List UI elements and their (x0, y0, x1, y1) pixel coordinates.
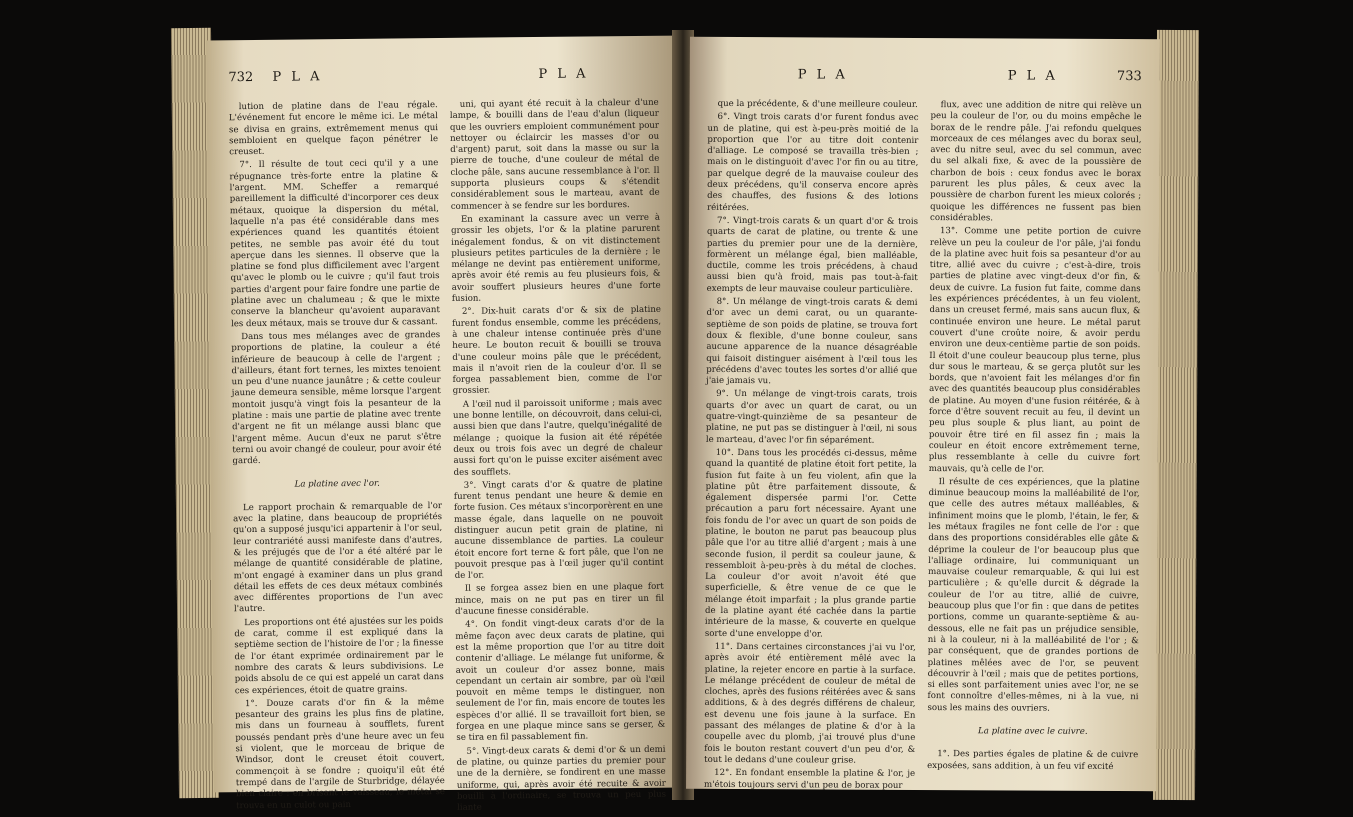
paragraph: uni, qui ayant été recuit à la chaleur d'une lampe, & bouilli dans de l'eau d'alun (liqueur que les ouvriers emploient communément pour nettoyer ou éclaircir les masses d'or ou d'argent) parut, soit dans la masse ou sur la pierre de touche, d'une couleur de métal de cloche pâle, sans aucune ressemblance à l'or. Il supporta plusieurs coups & s'étendit considérablement sous le marteau, avant de commencer à se fendre sur les bordures. (449, 97, 660, 212)
left-column-1 (228, 100, 446, 811)
paragraph: Le rapport prochain & remarquable de l'or avec la platine, dans beaucoup de propriétés qu'on a supposé jusqu'ici appartenir à l'or seul, leur contrariété aussi manifeste dans d'autres, & les préjugés que de l'or a été altéré par le mélange de quantité considérable de platine, m'ont engagé à examiner dans un plus grand détail les effets de ces deux métaux combinés avec différentes proportions de l'un avec l'autre. (233, 500, 443, 615)
paragraph: 3°. Vingt carats d'or & quatre de platine furent tenus pendant une heure & demie en forte fusion. Ces métaux s'incorporèrent en une masse égale, dans laquelle on ne pouvoit distinguer aucun petit grain de platine, ni aucune dissemblance de parties. La couleur étoit encore fort terne & fort pâle, que l'on ne pouvoit presque pas à l'œil juger qu'il contint de l'or. (453, 478, 664, 582)
paragraph: 7°. Il résulte de tout ceci qu'il y a une répugnance très-forte entre la platine & l'argent. MM. Scheffer a remarqué pareillement la difficulté d'incorporer ces deux métaux, quoique la dispersion du métal, laquelle n'a pas été considérable dans mes expériences quand les quantités étoient petites, ne semble pas avoir été du tout aperçue dans les siennes. Il observe que la platine se fond plus difficilement avec l'argent qu'avec le plomb ou le cuivre ; qu'il faut trois parties d'argent pour faire fondre une partie de platine avec un chalumeau ; & que le mixte conserve la blancheur qu'avoient auparavant les deux métaux, mais se trouve dur & cassant. (229, 158, 440, 329)
section-heading: La platine avec l'or. (294, 478, 380, 490)
left-running-head (228, 66, 658, 93)
paragraph: flux, avec une addition de nitre qui relève un peu la couleur de l'or, ou du moins empêche le borax de le rendre pâle. J'ai refondu quelques morceaux de ces mélanges avec du borax seul, avec du nitre seul, avec du sel commun, avec du sel alkali fixe, & avec de la poussière de charbon de bois : ceux fondus avec le borax parurent les plus pâles, & ceux avec la poussière de charbon furent les mieux colorés ; quoique les différences ne fussent pas bien considérables. (930, 100, 1142, 224)
paragraph: 6°. Vingt trois carats d'or furent fondus avec un de platine, qui est à-peu-près moitié de la proportion que l'or au titre doit contenir d'alliage. Le composé se travailla très-bien ; mais on le distinguoit d'avec l'or fin ou au titre, par quelque degré de la mauvaise couleur des deux précédens, qu'il conserva encore après des chauffes, des fusions & des lotions réitérées. (707, 112, 919, 213)
page-number: 732 (228, 69, 254, 86)
paragraph: lution de platine dans de l'eau régale. L'événement fut encore le même ici. Le métal se divisa en grains, extrêmement menus qui sembloient en quelque façon pénétrer le creuset. (228, 100, 439, 158)
running-title: P L A (538, 66, 589, 82)
paragraph: A l'œil nud il paroissoit uniforme ; mais avec une bonne lentille, on découvroit, dans celui-ci, aussi bien que dans l'autre, quelqu'inégalité de mélange ; quoique la fusion ait été répétée deux ou trois fois avec un degré de chaleur aussi fort qu'on le puisse exciter aisément avec des soufflets. (452, 397, 663, 478)
paragraph: 13°. Comme une petite portion de cuivre relève un peu la couleur de l'or pâle, j'ai fondu de la platine avec huit fois sa pesanteur d'or au titre, allié avec du cuivre ; c'est-à-dire, trois parties de platine avec vingt-deux d'or fin, & deux de cuivre. La fusion fut faite, comme dans les expériences précédentes, à un feu violent, dans un creuset fermé, mais sans aucun flux, & continuée environ une heure. Le métal parut couvert d'une croûte noire, & avoir perdu environ une deux-centième partie de son poids. Il étoit d'une couleur beaucoup plus terne, plus dur sous le marteau, & se gerça plutôt sur les bords, que n'avoient fait les mélanges d'or fin avec des quantités beaucoup plus considérables de platine. Au moyen d'une fusion réitérée, & à force d'être souvent recuit au feu, il devint un peu plus souple & plus liant, au point de pouvoir être tiré en fil assez fin ; mais la couleur en étoit encore extrêmement terne, plus ressemblante à celle du cuivre fort mauvais, qu'à celle de l'or. (928, 226, 1141, 475)
section-heading: La platine avec le cuivre. (978, 726, 1088, 737)
paragraph: 12°. En fondant ensemble la platine & l'or, je m'étois toujours servi d'un peu de borax pour (704, 768, 916, 791)
paragraph: 5°. Vingt-deux carats & demi d'or & un demi de platine, ou quinze parties du premier pour une de la dernière, se fondirent en une masse uniforme, qui, après avoir été recuite & avoir bouilli à l'ordinaire, se trouva un peu plus liante (456, 744, 667, 813)
running-title: P L A (1007, 68, 1058, 84)
paragraph: 9°. Un mélange de vingt-trois carats, trois quarts d'or avec un quart de carat, ou un quatre-vingt-quinzième de sa pesanteur de platine, ne put pas se distinguer à l'œil, ni sous le marteau, d'avec l'or fin séparément. (705, 389, 918, 446)
right-running-head (708, 67, 1142, 91)
paragraph: Les proportions ont été ajustées sur les poids de carat, comme il est expliqué dans la septième section de l'histoire de l'or ; la finesse de l'or étant exprimée ordinairement par le nombre des carats & leurs subdivisions. Le poids absolu de ce qui est appelé un carat dans ces expériences, étoit de quatre grains. (234, 615, 444, 696)
right-page (686, 37, 1160, 791)
left-page (206, 36, 682, 813)
left-column-2 (449, 97, 667, 813)
right-column-2 (927, 100, 1142, 791)
paragraph: 8°. Un mélange de vingt-trois carats & demi d'or avec un demi carat, ou un quarante-septième de son poids de platine, se trouva fort doux & flexible, d'une bonne couleur, sans aucune apparence de la nuance désagréable qui faisoit distinguer aisément à l'œil tous les précédens d'avec toutes les sortes d'or allié que j'aie jamais vu. (706, 296, 918, 387)
paragraph: que la précédente, & d'une meilleure couleur. (717, 98, 918, 110)
running-title: P L A (272, 69, 323, 85)
page-number: 733 (1116, 69, 1142, 85)
paragraph: Dans tous mes mélanges avec de grandes proportions de platine, la couleur a été inférieure de beaucoup à celle de l'argent ; d'ailleurs, étant fort ternes, les mixtes tenoient un peu d'une nuance jaunâtre ; & cette couleur jaune demeura sensible, même lorsque l'argent montoit jusqu'à vingt fois la pesanteur de la platine : mais une partie de platine avec trente d'argent ne fit un mélange aussi blanc que l'argent même. Aucun d'eux ne parut s'être terni ou avoir changé de couleur, pour avoir été gardé. (231, 329, 442, 467)
right-page-edges (1153, 30, 1199, 800)
right-column-1 (704, 99, 919, 790)
paragraph: En examinant la cassure avec un verre à grossir les objets, l'or & la platine parurent inégalement fondus, & on vit distinctement plusieurs petites particules de la dernière ; le mélange ne devint pas entièrement uniforme, après avoir été remis au feu plusieurs fois, & avoir souffert plusieurs heures d'une forte fusion. (451, 212, 661, 304)
running-title: P L A (797, 67, 848, 83)
paragraph: 1°. Douze carats d'or fin & la même pesanteur des grains les plus fins de platine, mis dans un fourneau à soufflets, furent poussés pendant près d'une heure avec un feu si violent, que le morceau de brique de Windsor, dont le creuset étoit couvert, commençoit à se fondre ; quoiqu'il eût été trempé dans de l'argile de Sturbridge, délayée bien claire : en brisant le vaisseau, le métal se trouva en un culot ou pain (235, 696, 446, 811)
paragraph: 2°. Dix-huit carats d'or & six de platine furent fondus ensemble, comme les précédens, à une chaleur intense continuée près d'une heure. Le bouton recuit & bouilli se trouva d'une couleur moins pâle que le précédent, mais il n'avoit rien de la couleur d'or. Il se forgea passablement bien, comme de l'or grossier. (452, 305, 662, 397)
paragraph: Il se forgea assez bien en une plaque fort mince, mais on ne put pas en tirer un fil d'aucune finesse considérable. (454, 582, 664, 617)
paragraph: 4°. On fondit vingt-deux carats d'or de la même façon avec deux carats de platine, qui est la même proportion que l'or au titre doit contenir d'alliage. Le mélange fut uniforme, & avoit un couleur d'or assez bonne, mais cependant un certain air sombre, par où l'œil pouvoit en même temps le distinguer, non seulement de l'or fin, mais encore de toutes les espèces d'or allié. Il se travailloit fort bien, se forgea en une plaque mince sans se gerser, & se tira en fil passablement fin. (455, 618, 666, 744)
paragraph: 7°. Vingt-trois carats & un quart d'or & trois quarts de carat de platine, ou trente & une parties du premier pour une de la dernière, formèrent un mélange égal, bien malléable, ductile, comme les trois précédens, à chaud aussi bien qu'à froid, mais pas tout-à-fait exempts de leur mauvaise couleur particulière. (706, 215, 919, 295)
paragraph: 11°. Dans certaines circonstances j'ai vu l'or, après avoir été entièrement mêlé avec la platine, la rejeter encore en partie à la surface. Le mélange précédent de couleur de métal de cloches, après des fusions réitérées avec & sans additions, & à des degrés différens de chaleur, est devenu une fois jaune à la surface. En passant des mélanges de platine & d'or à la coupelle avec du plomb, j'ai trouvé plus d'une fois le bouton restant couvert d'un peu d'or, & tout le dedans d'une couleur grise. (704, 641, 916, 766)
paragraph: 10°. Dans tous les procédés ci-dessus, même quand la quantité de platine étoit fort petite, la fusion fut faite à un feu violent, afin que la platine pût être parfaitement dissoute, & également dispersée parmi l'or. Cette précaution a paru fort nécessaire. Ayant une fois fondu de l'or avec un quart de son poids de platine, le bouton ne parut pas beaucoup plus pâle que l'or au titre allié d'argent ; mais à une seconde fusion, il perdit sa couleur jaune, & ressembloit à-peu-près à du métal de cloches. La couleur d'or avoit n'avoit été que superficielle, & être venue de ce que le mélange étoit imparfait ; la plus grande partie de la platine ayant été cachée dans la partie intérieure de la masse, & couverte en quelque sorte d'une enveloppe d'or. (704, 447, 917, 640)
paragraph: 1°. Des parties égales de platine & de cuivre exposées, sans addition, à un feu vif excité (927, 749, 1139, 772)
paragraph: Il résulte de ces expériences, que la platine diminue beaucoup moins la malléabilité de l'or, que celle des autres métaux malléables, & infiniment moins que le plomb, l'étain, le fer, & les métaux fragiles ne font celle de l'or : que dans des proportions considérables elle gâte & déprime la couleur de l'or beaucoup plus que l'alliage ordinaire, lui communiquant un mauvaise couleur remarquable, & qui lui est particulière ; & qu'elle durcit & dégrade la couleur de l'or au titre, allié de cuivre, beaucoup plus que l'or fin : que dans de petites portions, comme un quarante-septième & au-dessous, elle ne fait pas un préjudice sensible, ni à la couleur, ni à la malléabilité de l'or ; & par conséquent, que de grandes portions de platines mêlées avec de l'or, se peuvent découvrir à l'œil ; mais que de petites portions, si elles sont parfaitement unies avec l'or, ne se font connoître d'elles-mêmes, ni à la vue, ni sous les mains des ouvriers. (927, 476, 1140, 714)
